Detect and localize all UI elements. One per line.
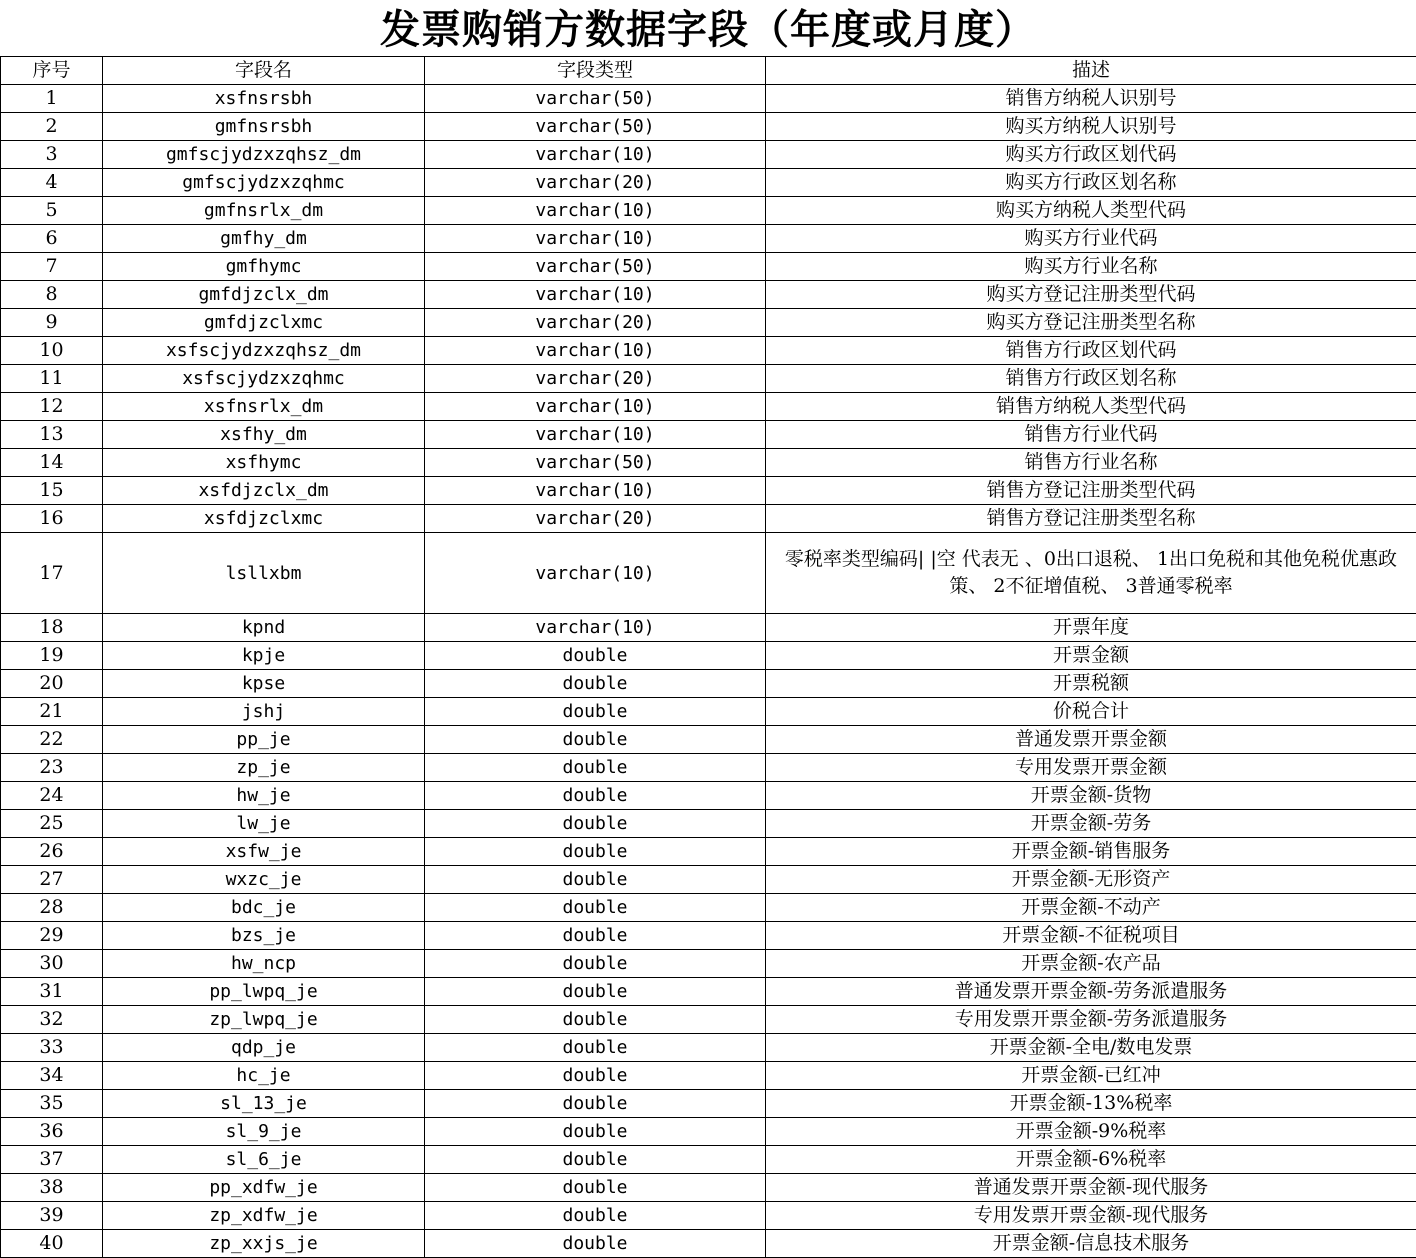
- table-row: [1, 950, 1416, 978]
- field-name-cell[interactable]: gmfscjydzxzqhsz_dm: [103, 141, 425, 169]
- description-cell[interactable]: 开票金额-农产品: [766, 950, 1416, 978]
- header-field-type[interactable]: 字段类型: [425, 57, 766, 85]
- field-type-cell[interactable]: varchar(10): [425, 614, 766, 642]
- table-row: [1, 309, 1416, 337]
- row-no-cell[interactable]: 18: [1, 614, 103, 642]
- field-type-cell[interactable]: double: [425, 670, 766, 698]
- field-type-cell[interactable]: double: [425, 1118, 766, 1146]
- table-row: [1, 642, 1416, 670]
- table-row: [1, 253, 1416, 281]
- row-no-cell[interactable]: 8: [1, 281, 103, 309]
- field-name-cell[interactable]: gmfdjzclx_dm: [103, 281, 425, 309]
- row-no-cell[interactable]: 33: [1, 1034, 103, 1062]
- table-row: [1, 1090, 1416, 1118]
- description-cell[interactable]: 普通发票开票金额-现代服务: [766, 1174, 1416, 1202]
- row-no-cell[interactable]: 12: [1, 393, 103, 421]
- field-name-cell[interactable]: zp_lwpq_je: [103, 1006, 425, 1034]
- field-type-cell[interactable]: varchar(10): [425, 421, 766, 449]
- row-no-cell[interactable]: 14: [1, 449, 103, 477]
- description-cell[interactable]: 开票金额-信息技术服务: [766, 1230, 1416, 1258]
- field-type-cell[interactable]: double: [425, 698, 766, 726]
- row-no-cell[interactable]: 5: [1, 197, 103, 225]
- row-no-cell[interactable]: 17: [1, 533, 103, 614]
- field-name-cell[interactable]: gmfdjzclxmc: [103, 309, 425, 337]
- table-row: [1, 1062, 1416, 1090]
- description-cell[interactable]: 开票金额-13%税率: [766, 1090, 1416, 1118]
- description-cell[interactable]: 开票金额-劳务: [766, 810, 1416, 838]
- field-type-cell[interactable]: varchar(10): [425, 141, 766, 169]
- row-no-cell[interactable]: 34: [1, 1062, 103, 1090]
- field-type-cell[interactable]: double: [425, 810, 766, 838]
- field-type-cell[interactable]: double: [425, 866, 766, 894]
- description-cell[interactable]: 购买方纳税人识别号: [766, 113, 1416, 141]
- field-name-cell[interactable]: wxzc_je: [103, 866, 425, 894]
- table-row: [1, 1146, 1416, 1174]
- table-row: [1, 505, 1416, 533]
- field-type-cell[interactable]: double: [425, 782, 766, 810]
- description-cell[interactable]: 开票金额-销售服务: [766, 838, 1416, 866]
- table-row: [1, 113, 1416, 141]
- description-cell[interactable]: 购买方登记注册类型代码: [766, 281, 1416, 309]
- row-no-cell[interactable]: 28: [1, 894, 103, 922]
- row-no-cell[interactable]: 29: [1, 922, 103, 950]
- field-type-cell[interactable]: varchar(10): [425, 225, 766, 253]
- description-cell[interactable]: 开票金额: [766, 642, 1416, 670]
- description-cell[interactable]: 销售方纳税人类型代码: [766, 393, 1416, 421]
- field-name-cell[interactable]: gmfhymc: [103, 253, 425, 281]
- page-title: 发票购销方数据字段（年度或月度）: [0, 0, 1416, 56]
- description-cell[interactable]: 销售方行政区划名称: [766, 365, 1416, 393]
- field-type-cell[interactable]: varchar(20): [425, 309, 766, 337]
- row-no-cell[interactable]: 27: [1, 866, 103, 894]
- row-no-cell[interactable]: 7: [1, 253, 103, 281]
- field-name-cell[interactable]: xsfnsrlx_dm: [103, 393, 425, 421]
- description-cell[interactable]: 销售方登记注册类型名称: [766, 505, 1416, 533]
- table-row: [1, 838, 1416, 866]
- row-no-cell[interactable]: 6: [1, 225, 103, 253]
- description-cell[interactable]: 开票金额-货物: [766, 782, 1416, 810]
- description-cell[interactable]: 购买方登记注册类型名称: [766, 309, 1416, 337]
- field-name-cell[interactable]: bdc_je: [103, 894, 425, 922]
- header-description[interactable]: 描述: [766, 57, 1416, 85]
- description-cell[interactable]: 开票金额-全电/数电发票: [766, 1034, 1416, 1062]
- field-name-cell[interactable]: xsfscjydzxzqhmc: [103, 365, 425, 393]
- field-name-cell[interactable]: xsfdjzclxmc: [103, 505, 425, 533]
- field-type-cell[interactable]: varchar(50): [425, 113, 766, 141]
- field-type-cell[interactable]: varchar(50): [425, 85, 766, 113]
- field-type-cell[interactable]: varchar(50): [425, 449, 766, 477]
- description-cell[interactable]: 开票金额-不动产: [766, 894, 1416, 922]
- field-name-cell[interactable]: bzs_je: [103, 922, 425, 950]
- description-cell[interactable]: 开票金额-6%税率: [766, 1146, 1416, 1174]
- table-row: [1, 1202, 1416, 1230]
- field-name-cell[interactable]: gmfnsrlx_dm: [103, 197, 425, 225]
- description-cell[interactable]: 普通发票开票金额: [766, 726, 1416, 754]
- field-name-cell[interactable]: gmfscjydzxzqhmc: [103, 169, 425, 197]
- table-row: [1, 85, 1416, 113]
- row-no-cell[interactable]: 36: [1, 1118, 103, 1146]
- field-type-cell[interactable]: varchar(10): [425, 533, 766, 614]
- field-type-cell[interactable]: varchar(10): [425, 337, 766, 365]
- description-cell[interactable]: 购买方行业名称: [766, 253, 1416, 281]
- table-row: [1, 614, 1416, 642]
- description-cell[interactable]: 销售方行业代码: [766, 421, 1416, 449]
- description-cell[interactable]: 零税率类型编码| |空 代表无 、0出口退税、 1出口免税和其他免税优惠政策、 2不征增值税、 3普通零税率: [766, 533, 1416, 614]
- row-no-cell[interactable]: 22: [1, 726, 103, 754]
- field-type-cell[interactable]: double: [425, 1034, 766, 1062]
- row-no-cell[interactable]: 21: [1, 698, 103, 726]
- description-cell[interactable]: 开票金额-9%税率: [766, 1118, 1416, 1146]
- row-no-cell[interactable]: 35: [1, 1090, 103, 1118]
- field-name-cell[interactable]: pp_xdfw_je: [103, 1174, 425, 1202]
- field-name-cell[interactable]: lsllxbm: [103, 533, 425, 614]
- field-name-cell[interactable]: qdp_je: [103, 1034, 425, 1062]
- table-row: [1, 782, 1416, 810]
- field-name-cell[interactable]: zp_xxjs_je: [103, 1230, 425, 1258]
- row-no-cell[interactable]: 40: [1, 1230, 103, 1258]
- table-body: [1, 85, 1416, 1258]
- table-row: [1, 141, 1416, 169]
- field-name-cell[interactable]: xsfw_je: [103, 838, 425, 866]
- field-name-cell[interactable]: gmfnsrsbh: [103, 113, 425, 141]
- field-type-cell[interactable]: varchar(10): [425, 281, 766, 309]
- description-cell[interactable]: 价税合计: [766, 698, 1416, 726]
- field-type-cell[interactable]: double: [425, 1202, 766, 1230]
- description-cell[interactable]: 开票金额-已红冲: [766, 1062, 1416, 1090]
- field-name-cell[interactable]: jshj: [103, 698, 425, 726]
- row-no-cell[interactable]: 16: [1, 505, 103, 533]
- field-name-cell[interactable]: xsfdjzclx_dm: [103, 477, 425, 505]
- description-cell[interactable]: 专用发票开票金额-现代服务: [766, 1202, 1416, 1230]
- row-no-cell[interactable]: 15: [1, 477, 103, 505]
- field-type-cell[interactable]: varchar(10): [425, 477, 766, 505]
- field-type-cell[interactable]: varchar(10): [425, 197, 766, 225]
- field-name-cell[interactable]: hw_ncp: [103, 950, 425, 978]
- field-name-cell[interactable]: xsfnsrsbh: [103, 85, 425, 113]
- row-no-cell[interactable]: 26: [1, 838, 103, 866]
- field-name-cell[interactable]: sl_6_je: [103, 1146, 425, 1174]
- row-no-cell[interactable]: 11: [1, 365, 103, 393]
- table-row: [1, 1230, 1416, 1258]
- field-name-cell[interactable]: pp_lwpq_je: [103, 978, 425, 1006]
- field-name-cell[interactable]: kpse: [103, 670, 425, 698]
- field-name-cell[interactable]: pp_je: [103, 726, 425, 754]
- row-no-cell[interactable]: 32: [1, 1006, 103, 1034]
- table-row: [1, 922, 1416, 950]
- row-no-cell[interactable]: 20: [1, 670, 103, 698]
- row-no-cell[interactable]: 9: [1, 309, 103, 337]
- row-no-cell[interactable]: 4: [1, 169, 103, 197]
- field-type-cell[interactable]: double: [425, 642, 766, 670]
- table-row: [1, 1118, 1416, 1146]
- row-no-cell[interactable]: 38: [1, 1174, 103, 1202]
- header-field-name[interactable]: 字段名: [103, 57, 425, 85]
- field-name-cell[interactable]: lw_je: [103, 810, 425, 838]
- description-cell[interactable]: 购买方纳税人类型代码: [766, 197, 1416, 225]
- description-cell[interactable]: 购买方行政区划名称: [766, 169, 1416, 197]
- row-no-cell[interactable]: 39: [1, 1202, 103, 1230]
- field-name-cell[interactable]: xsfhy_dm: [103, 421, 425, 449]
- field-name-cell[interactable]: hc_je: [103, 1062, 425, 1090]
- header-no[interactable]: 序号: [1, 57, 103, 85]
- field-name-cell[interactable]: sl_9_je: [103, 1118, 425, 1146]
- row-no-cell[interactable]: 2: [1, 113, 103, 141]
- field-type-cell[interactable]: double: [425, 1006, 766, 1034]
- field-type-cell[interactable]: double: [425, 1174, 766, 1202]
- row-no-cell[interactable]: 37: [1, 1146, 103, 1174]
- table-row: [1, 1174, 1416, 1202]
- table-row: [1, 477, 1416, 505]
- table-row: [1, 810, 1416, 838]
- field-name-cell[interactable]: hw_je: [103, 782, 425, 810]
- table-row: [1, 754, 1416, 782]
- field-type-cell[interactable]: double: [425, 1090, 766, 1118]
- field-type-cell[interactable]: varchar(10): [425, 393, 766, 421]
- field-name-cell[interactable]: sl_13_je: [103, 1090, 425, 1118]
- description-cell[interactable]: 销售方行政区划代码: [766, 337, 1416, 365]
- table-row: [1, 1034, 1416, 1062]
- row-no-cell[interactable]: 31: [1, 978, 103, 1006]
- field-type-cell[interactable]: double: [425, 978, 766, 1006]
- table-row: [1, 449, 1416, 477]
- field-type-cell[interactable]: double: [425, 922, 766, 950]
- description-cell[interactable]: 购买方行业代码: [766, 225, 1416, 253]
- field-type-cell[interactable]: varchar(20): [425, 169, 766, 197]
- description-cell[interactable]: 开票税额: [766, 670, 1416, 698]
- field-type-cell[interactable]: varchar(20): [425, 365, 766, 393]
- table-row: [1, 169, 1416, 197]
- row-no-cell[interactable]: 3: [1, 141, 103, 169]
- description-cell[interactable]: 开票金额-不征税项目: [766, 922, 1416, 950]
- field-type-cell[interactable]: double: [425, 950, 766, 978]
- table-row: [1, 698, 1416, 726]
- field-type-cell[interactable]: double: [425, 1146, 766, 1174]
- row-no-cell[interactable]: 10: [1, 337, 103, 365]
- table-row: [1, 421, 1416, 449]
- field-type-cell[interactable]: double: [425, 726, 766, 754]
- row-no-cell[interactable]: 24: [1, 782, 103, 810]
- table-row: [1, 365, 1416, 393]
- description-cell[interactable]: 普通发票开票金额-劳务派遣服务: [766, 978, 1416, 1006]
- field-name-cell[interactable]: zp_je: [103, 754, 425, 782]
- table-row: [1, 978, 1416, 1006]
- field-name-cell[interactable]: xsfhymc: [103, 449, 425, 477]
- row-no-cell[interactable]: 1: [1, 85, 103, 113]
- description-cell[interactable]: 专用发票开票金额: [766, 754, 1416, 782]
- field-name-cell[interactable]: gmfhy_dm: [103, 225, 425, 253]
- row-no-cell[interactable]: 25: [1, 810, 103, 838]
- table-row: [1, 393, 1416, 421]
- table-row: [1, 726, 1416, 754]
- field-type-cell[interactable]: double: [425, 838, 766, 866]
- field-table: [0, 56, 1416, 1258]
- field-name-cell[interactable]: kpnd: [103, 614, 425, 642]
- table-row: [1, 225, 1416, 253]
- field-type-cell[interactable]: double: [425, 754, 766, 782]
- field-type-cell[interactable]: double: [425, 1062, 766, 1090]
- field-name-cell[interactable]: zp_xdfw_je: [103, 1202, 425, 1230]
- field-type-cell[interactable]: double: [425, 1230, 766, 1258]
- description-cell[interactable]: 购买方行政区划代码: [766, 141, 1416, 169]
- field-name-cell[interactable]: xsfscjydzxzqhsz_dm: [103, 337, 425, 365]
- description-cell[interactable]: 销售方登记注册类型代码: [766, 477, 1416, 505]
- table-row: [1, 281, 1416, 309]
- row-no-cell[interactable]: 23: [1, 754, 103, 782]
- field-type-cell[interactable]: varchar(50): [425, 253, 766, 281]
- description-cell[interactable]: 销售方纳税人识别号: [766, 85, 1416, 113]
- description-cell[interactable]: 开票金额-无形资产: [766, 866, 1416, 894]
- description-cell[interactable]: 开票年度: [766, 614, 1416, 642]
- description-cell[interactable]: 专用发票开票金额-劳务派遣服务: [766, 1006, 1416, 1034]
- table-row: [1, 894, 1416, 922]
- table-row: [1, 1006, 1416, 1034]
- table-row: [1, 866, 1416, 894]
- header-row: [1, 57, 1416, 85]
- row-no-cell[interactable]: 19: [1, 642, 103, 670]
- table-row: [1, 670, 1416, 698]
- table-row: [1, 197, 1416, 225]
- field-type-cell[interactable]: double: [425, 894, 766, 922]
- description-cell[interactable]: 销售方行业名称: [766, 449, 1416, 477]
- row-no-cell[interactable]: 13: [1, 421, 103, 449]
- table-row: [1, 533, 1416, 614]
- row-no-cell[interactable]: 30: [1, 950, 103, 978]
- field-type-cell[interactable]: varchar(20): [425, 505, 766, 533]
- table-row: [1, 337, 1416, 365]
- field-name-cell[interactable]: kpje: [103, 642, 425, 670]
